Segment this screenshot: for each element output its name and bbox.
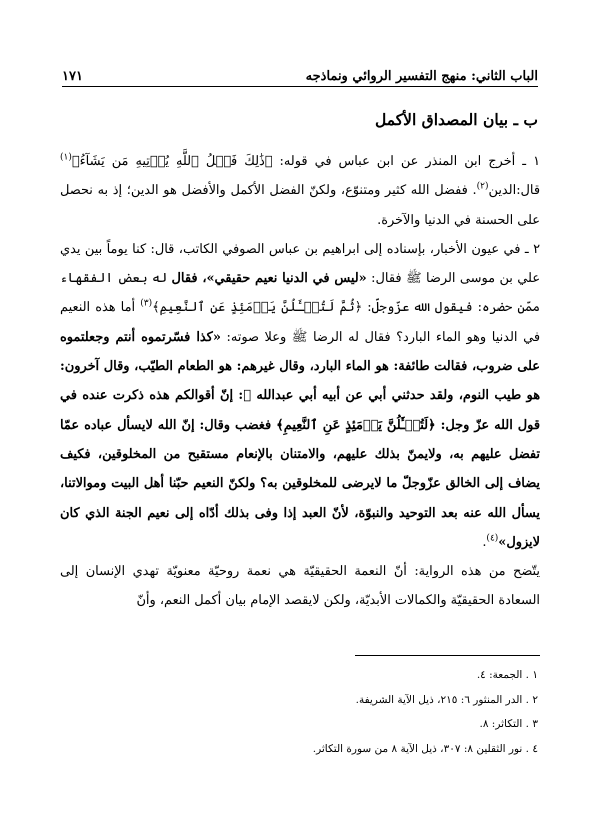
p1-text-c: . ففضل الله كثير ومتنوّع، ولكنّ الفضل الأكمل والأفضل هو الدين؛ إذ به نحصل على الحسنة في الدنيا والآخرة. bbox=[60, 183, 540, 228]
p2-text-a: ٢ ـ في عيون الأخبار، بإسناده إلى ابراهيم بن عباس الصوفي الكاتب، قال: كنا يوماً بين يدي علي بن موسى الرضا ﷺ فقال: bbox=[60, 241, 541, 287]
body-text bbox=[60, 147, 540, 616]
footnote-ref-2: (٢) bbox=[476, 182, 489, 192]
footnote-4: ٤ . نور الثقلين ٨: ٣٠٧، ذيل الآية ٨ من سورة التكاثر. bbox=[312, 742, 538, 755]
header-title: الباب الثاني: منهج التفسير الروائي ونماذجه bbox=[305, 69, 538, 84]
p2-quote-bold-b: «كذا فسّرتموه أنتم وجعلتموه على ضروب، فقالت طائفة: هو الماء البارد، وقال غيرهم: هو الطعام الطيّب، وقال آخرون: هو طيب النوم، ولقد حدثني أبي عن أبيه أبي عبدالله ﷺ: إنّ أقوالكم هذه ذكرت عنده في قول الله عزّ وجل: ﴿لَتُسۡـَٔلُنَّ يَوۡمَئِذٍ عَنِ ٱلنَّعِيمِ﴾ فغضب وقال: إنّ الله لايسأل عباده عمّا تفضل عليهم به، ولايمنّ بذلك عليهم، والامتنان بالإنعام مستقبح من المخلوقين، فكيف يضاف إلى الخالق عزّوجلّ ما لايرضى للمخلوقين به؟ ولكنّ النعيم حبّنا أهل البيت وموالاتنا، يسأل الله عنه بعد التوحيد والنبوّة، لأنّ العبد إذا وفى بذلك أدّاه إلى نعيم الجنة الذي كان لايزول» bbox=[60, 329, 540, 550]
footnote-1: ١ . الجمعة: ٤. bbox=[476, 669, 538, 681]
p2-text-c: له بعض الفقهاء ممّن حضره: فيقول الله عزّوجلّ: ﴿ثُمَّ لَتُسۡـَٔلُنَّ يَوۡمَئِذٍ عَنِ ٱلنَّعِيمِ﴾ bbox=[60, 271, 540, 316]
footnote-3: ٣ . التكاثر: ٨. bbox=[479, 718, 538, 730]
header-divider bbox=[62, 86, 538, 87]
footnote-ref-1: (١) bbox=[60, 152, 72, 163]
running-header bbox=[62, 60, 538, 84]
paragraph-3: يتّضح من هذه الرواية: أنّ النعمة الحقيقيّة هي نعمة روحيّة معنويّة تهدي الإنسان إلى السعادة الحقيقيّة والكمالات الأبديّة، ولكن لايقصد الإمام بيان أكمل النعم، وأنّ bbox=[60, 564, 540, 609]
footnote-ref-3: (٣) bbox=[140, 299, 153, 310]
footnote-2: ٢ . الدر المنثور ٦: ٢١٥، ذيل الآية الشريفة. bbox=[355, 693, 538, 706]
page-number: ١٧١ bbox=[62, 69, 83, 84]
footnotes-divider bbox=[355, 655, 540, 656]
section-title: ب ـ بيان المصداق الأكمل bbox=[375, 110, 538, 129]
p1-text-a: ١ ـ أخرج ابن المنذر عن ابن عباس في قوله: ﴿ذَٰلِكَ فَضۡلُ ٱللَّهِ يُؤۡتِيهِ مَن يَشَآءُ﴾ bbox=[71, 154, 540, 169]
footnote-ref-4: (٤) bbox=[486, 533, 499, 544]
p2-text-f: . bbox=[482, 534, 487, 550]
paragraph-1 bbox=[60, 147, 540, 235]
footnotes bbox=[62, 663, 538, 761]
paragraph-2 bbox=[60, 235, 540, 557]
p2-text-d: أما هذه النعيم في الدنيا وهو الماء البارد؟ فقال له الرضا ﷺ وعلا صوته: bbox=[60, 300, 540, 345]
p2-quote-bold-a: «ليس في الدنيا نعيم حقيقي»، فقال bbox=[171, 271, 367, 287]
p1-text-b: قال:الدين bbox=[488, 183, 540, 199]
